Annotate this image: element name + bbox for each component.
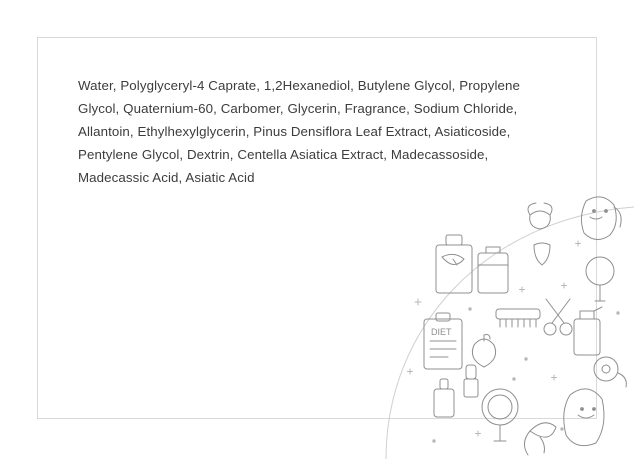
spray-bottle-icon [574, 307, 602, 355]
woman-face-icon [581, 197, 621, 240]
comb-icon [496, 309, 540, 327]
beauty-icons-illustration [374, 179, 634, 459]
lipstick-icon [464, 365, 478, 397]
hand-mirror-icon [586, 257, 614, 301]
diet-clipboard-icon [424, 313, 462, 369]
measuring-tape-icon [594, 357, 626, 387]
ingredients-list-text: Water, Polyglyceryl-4 Caprate, 1,2Hexanediol, Butylene Glycol, Propylene Glycol, Quaternium-60, Carbomer, Glycerin, Fragrance, Sodium Chloride, Allantoin, Ethylhexylglycerin, Pinus Densiflora Leaf Extract, Asiaticoside, Pentylene Glycol, Dextrin, Centella Asiatica Extract, Madecassoside, Madecassic Acid, Asiatic Acid [78, 78, 524, 185]
round-mirror-icon [482, 389, 518, 441]
diet-label: DIET [431, 327, 452, 337]
swimsuit-icon [528, 203, 552, 265]
sparkle-dots [408, 241, 620, 442]
cream-jar-icon [478, 247, 508, 293]
apple-icon [472, 335, 495, 368]
nail-polish-icon [434, 379, 454, 417]
scissors-icon [544, 299, 572, 335]
bottle-icon [436, 235, 472, 293]
woman-hair-icon [564, 389, 604, 446]
flower-sprig-icon [524, 423, 556, 455]
